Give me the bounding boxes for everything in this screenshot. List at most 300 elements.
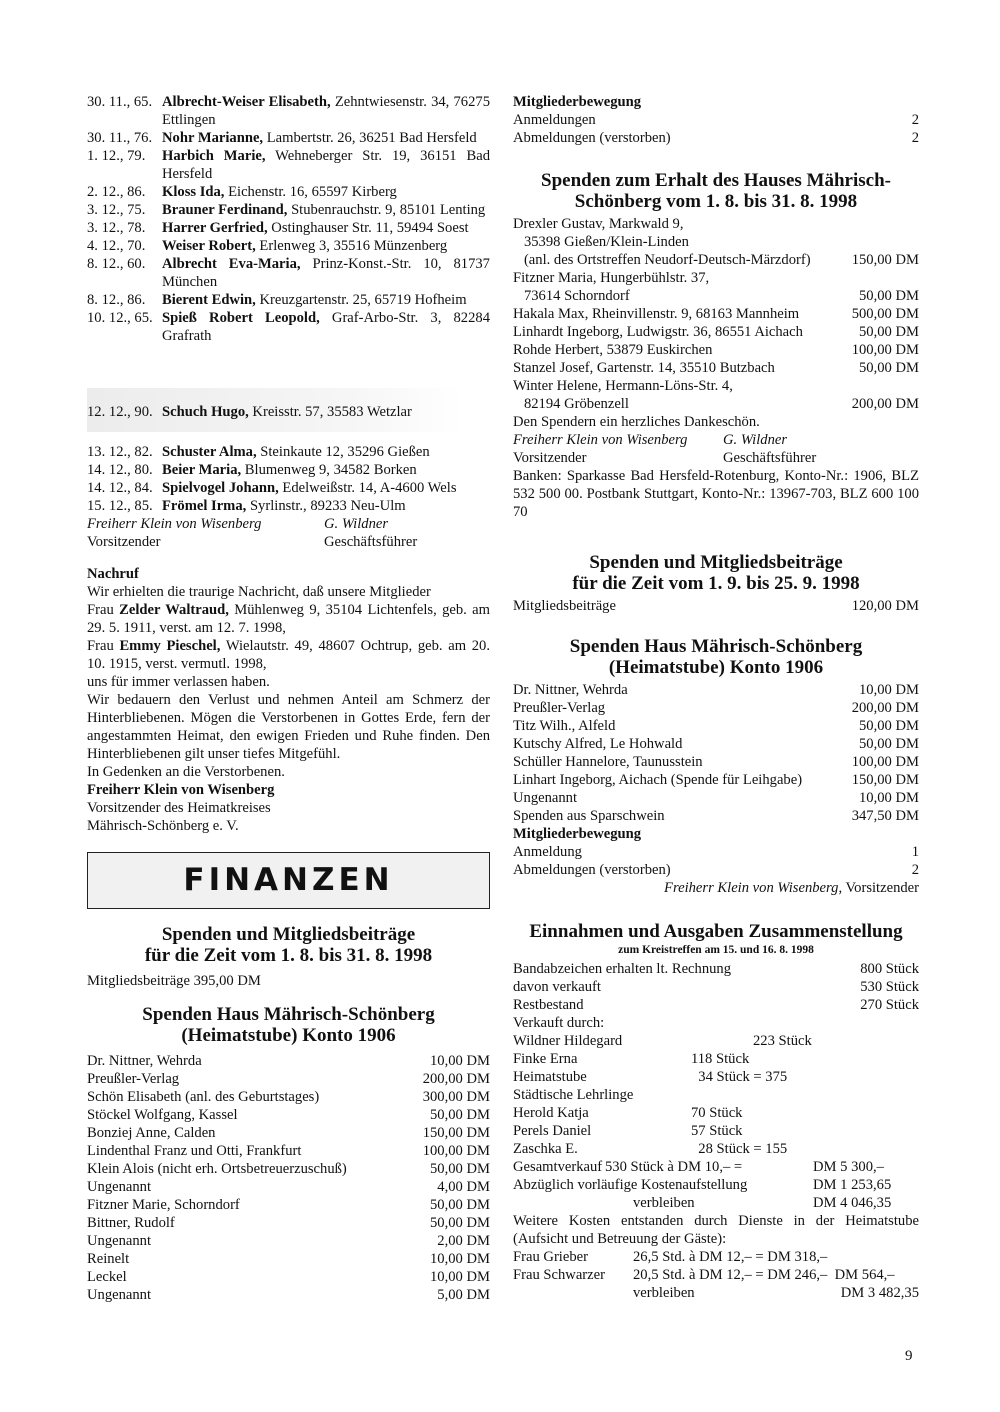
list-row [513,681,919,699]
row-amount: 150,00 DM [851,252,919,268]
row-amount: 10,00 DM [859,682,919,698]
row-amount: 347,50 DM [851,808,919,824]
row-label: Abmeldungen (verstorben) [513,130,671,146]
list-row [87,1250,490,1268]
calc-row [513,1158,919,1176]
obituary-intro: Wir erhielten die traurige Nachricht, daß unsere Mitglieder [87,584,431,600]
member-name: Albrecht-Weiser Elisabeth, [162,94,331,110]
badge-cell: Heimatstube [513,1069,587,1085]
list-row [87,1124,490,1142]
member-name: Frömel Irma, [162,498,247,514]
member-address: Kreisstr. 57, 35583 Wetzlar [248,404,412,420]
row-amount: 2,00 DM [437,1233,490,1249]
row-label: Dr. Nittner, Wehrda [87,1053,202,1069]
value: DM 3 482,35 [840,1285,919,1301]
obituary-text: Wir bedauern den Verlust und nehmen Anteil am Schmerz der Hinterbliebenen. Mögen die Verstorbenen in Gottes Erde, fern der angestammten Heimat, den ewigen Frieden und Ruhe finden. Den Hinterbliebenen gilt unser tiefes Mitgefühl. [87,692,490,762]
member-date: 12. 12., 90. [87,404,153,420]
calc-row [513,1194,919,1212]
movement-list [513,843,919,879]
row-amount: 1 [911,844,919,860]
member-name: Spieß Robert Leopold, [162,310,320,326]
list-row [513,789,919,807]
signer: Freiherr Klein von Wisenberg, [664,880,843,896]
row-amount: 50,00 DM [430,1107,490,1123]
member-address: Prinz-Konst.-Str. 10, 81737 München [162,256,490,290]
row-amount: 200,00 DM [851,396,919,412]
badge-cell: 530 Stück [860,979,919,995]
calc-cell: DM 5 300,– [813,1159,884,1175]
details: Mühlenweg 9, 35104 Lichtenfels, geb. am 29. 5. 1911, verst. am 12. 7. 1998, [87,602,490,636]
member-date: 15. 12., 85. [87,498,153,514]
sales-calculation [513,1158,919,1212]
member-row [87,497,490,515]
row-amount: 50,00 DM [430,1197,490,1213]
member-list-2 [87,443,490,515]
row-amount: 10,00 DM [430,1053,490,1069]
signature-block [513,431,919,449]
badge-row [513,1086,919,1104]
member-row [87,93,490,129]
row-label: Preußler-Verlag [513,700,606,716]
member-address: Stubenrauchstr. 9, 85101 Lenting [287,202,486,218]
cost-list [513,1248,919,1284]
badge-cell: 270 Stück [860,997,919,1013]
row-amount: 100,00 DM [422,1143,490,1159]
member-text [162,309,490,345]
september-donations [513,552,919,615]
obituary-org: Mährisch-Schönberg e. V. [87,818,239,834]
list-row [513,377,919,395]
obituary-title: Nachruf [87,566,139,582]
member-name: Harbich Marie, [162,148,266,164]
row-label: Linhardt Ingeborg, Ludwigstr. 36, 86551 Aichach [513,324,803,340]
member-birthdays-mid [87,403,490,421]
obituary-person-1 [87,601,490,637]
member-row [87,219,490,237]
label: verbleiben [633,1285,695,1301]
member-address: Eichenstr. 16, 65597 Kirberg [224,184,397,200]
calc-cell: DM 1 253,65 [813,1177,892,1193]
row-amount: 50,00 DM [859,360,919,376]
row-label: Anmeldungen [513,112,596,128]
member-date: 14. 12., 80. [87,462,153,478]
row-label: Kutschy Alfred, Le Hohwald [513,736,683,752]
member-text [162,461,490,479]
member-text [162,497,490,515]
member-text [162,183,490,201]
name: Emmy Pieschel, [119,638,221,654]
badge-cell: Städtische Lehrlinge [513,1087,634,1103]
member-row [87,291,490,309]
member-name: Beier Maria, [162,462,242,478]
badge-cell: 70 Stück [691,1105,743,1121]
row-label: 82194 Gröbenzell [513,396,629,412]
member-address: Kreuzgartenstr. 25, 65719 Hofheim [255,292,467,308]
row-label: Bittner, Rudolf [87,1215,175,1231]
member-date: 2. 12., 86. [87,184,146,200]
list-row [87,1232,490,1250]
list-row [87,1052,490,1070]
row-label: Dr. Nittner, Wehrda [513,682,628,698]
membership-fees: Mitgliedsbeiträge 395,00 DM [87,973,261,989]
chair-role: Vorsitzender [513,450,587,466]
badge-cell: Zaschka E. [513,1141,578,1157]
row-label: Ungenannt [87,1179,152,1195]
row-amount: 50,00 DM [430,1161,490,1177]
badge-table [513,960,919,1158]
member-birthdays-list [87,93,490,345]
row-amount: 100,00 DM [851,342,919,358]
cost-name: Frau Grieber [513,1249,588,1265]
list-row [513,699,919,717]
row-label: Titz Wilh., Alfeld [513,718,616,734]
member-name: Albrecht Eva-Maria, [162,256,301,272]
row-label: Schön Elisabeth (anl. des Geburtstages) [87,1089,320,1105]
thanks-text: Den Spendern ein herzliches Dankeschön. [513,414,760,430]
member-date: 3. 12., 78. [87,220,146,236]
row-label: Spenden aus Sparschwein [513,808,665,824]
list-row [513,129,919,147]
member-row [87,201,490,219]
row-label: Ungenannt [87,1287,152,1303]
member-text [162,129,490,147]
member-row [87,479,490,497]
role: Vorsitzender [842,880,919,896]
final-balance [513,1284,919,1302]
row-amount: 100,00 DM [851,754,919,770]
list-row [87,1178,490,1196]
section-banner-finanzen: FINANZEN [87,852,490,909]
obituary-text: uns für immer verlassen haben. [87,674,270,690]
signature-line [513,879,919,897]
row-amount: 150,00 DM [422,1125,490,1141]
list-row [87,1196,490,1214]
list-row [87,1142,490,1160]
member-date: 10. 12., 65. [87,310,153,326]
row-amount: 500,00 DM [851,306,919,322]
page-number: 9 [905,1348,913,1364]
member-text [162,147,490,183]
badge-row [513,978,919,996]
member-row [87,183,490,201]
row-label: Klein Alois (nicht erh. Ortsbetreuerzuschuß) [87,1161,347,1177]
row-amount: 200,00 DM [422,1071,490,1087]
member-address: Blumenweg 9, 34582 Borken [241,462,417,478]
signature-roles [513,449,919,467]
row-label: Schüller Hannelore, Taunusstein [513,754,703,770]
cost-row [513,1248,919,1266]
member-text [162,201,490,219]
member-text [162,443,490,461]
cost-row [513,1266,919,1284]
member-date: 1. 12., 79. [87,148,146,164]
badge-cell: 118 Stück [691,1051,750,1067]
badge-cell: 800 Stück [860,961,919,977]
calc-cell: DM 4 046,35 [813,1195,892,1211]
right-membership-movement [513,93,919,147]
row-amount: 10,00 DM [430,1269,490,1285]
badge-cell: 223 Stück [753,1033,812,1049]
chair-role: Vorsitzender [87,534,161,550]
badge-cell: Wildner Hildegard [513,1033,623,1049]
member-date: 3. 12., 75. [87,202,146,218]
badge-cell: 28 Stück = 155 [691,1141,788,1157]
calc-cell: verbleiben [633,1195,695,1211]
list-row [513,861,919,879]
member-address: Steinkaute 12, 35296 Gießen [256,444,430,460]
section-heading: (Heimatstube) Konto 1906 [181,1025,396,1046]
member-row [87,403,490,421]
row-label: Winter Helene, Hermann-Löns-Str. 4, [513,378,733,394]
badge-cell: 34 Stück = 375 [691,1069,788,1085]
row-label: Hakala Max, Rheinvillenstr. 9, 68163 Mannheim [513,306,800,322]
member-date: 8. 12., 86. [87,292,146,308]
section-subheading: zum Kreistreffen am 15. und 16. 8. 1998 [618,944,814,956]
calc-row [513,1176,919,1194]
list-row [513,341,919,359]
section-heading: Spenden und Mitgliedsbeiträge [589,552,843,573]
donation-list [513,215,919,413]
badge-row [513,1068,919,1086]
list-row [87,1070,490,1088]
badge-row [513,1140,919,1158]
calc-cell: Gesamtverkauf [513,1159,603,1175]
list-row [513,753,919,771]
section-heading: Einnahmen und Ausgaben Zusammenstellung [529,921,903,942]
member-text [162,219,490,237]
obituary [87,565,490,835]
member-date: 30. 11., 65. [87,94,153,110]
manager-name: G. Wildner [324,516,389,532]
row-amount: 50,00 DM [859,288,919,304]
left-finance [87,924,490,1304]
obituary-signature: Freiherr Klein von Wisenberg [87,782,275,798]
member-row [87,129,490,147]
section-heading: Spenden Haus Mährisch-Schönberg [142,1004,435,1025]
row-amount: 50,00 DM [859,736,919,752]
member-row [87,443,490,461]
member-name: Schuster Alma, [162,444,257,460]
badge-row [513,1104,919,1122]
prefix: Frau [87,638,120,654]
member-date: 30. 11., 76. [87,130,153,146]
badge-row [513,1050,919,1068]
badge-cell: Bandabzeichen erhalten lt. Rechnung [513,961,732,977]
bank-details: Banken: Sparkasse Bad Hersfeld-Rotenburg, Konto-Nr.: 1906, BLZ 532 500 00. Postbank Stuttgart, Konto-Nr.: 13967-703, BLZ 600 100 70 [513,468,919,520]
list-row [513,323,919,341]
list-row [513,251,919,269]
badge-row [513,960,919,978]
row-amount: 300,00 DM [422,1089,490,1105]
row-label: (anl. des Ortstreffen Neudorf-Deutsch-Märzdorf) [513,252,811,268]
badge-row [513,1014,919,1032]
row-amount: 200,00 DM [851,700,919,716]
row-label: Leckel [87,1269,127,1285]
row-label: Ungenannt [513,790,578,806]
row-label: Linhart Ingeborg, Aichach (Spende für Leihgabe) [513,772,803,788]
chair-name: Freiherr Klein von Wisenberg [513,432,688,448]
list-row [513,215,919,233]
section-heading: Spenden Haus Mährisch-Schönberg [569,636,863,657]
name: Zelder Waltraud, [119,602,229,618]
member-address: Wehneberger Str. 19, 36151 Bad Hersfeld [162,148,490,182]
member-name: Kloss Ida, [162,184,225,200]
manager-role: Geschäftsführer [723,450,817,466]
row-amount: 50,00 DM [859,324,919,340]
row-label: Fitzner Maria, Hungerbühlstr. 37, [513,270,710,286]
income-expenses [513,921,919,1302]
member-birthdays-list-2 [87,443,490,551]
row-amount: 50,00 DM [859,718,919,734]
row-label: Stöckel Wolfgang, Kassel [87,1107,238,1123]
list-row [87,1286,490,1304]
member-date: 4. 12., 70. [87,238,146,254]
list-row [513,735,919,753]
additional-costs-text: Weitere Kosten entstanden durch Dienste in der Heimatstube (Aufsicht und Betreuung der Gäste): [513,1213,919,1247]
member-date: 14. 12., 84. [87,480,153,496]
member-name: Nohr Marianne, [162,130,264,146]
member-address: Syrlinstr., 89233 Neu-Ulm [246,498,406,514]
row-label: Anmeldung [513,844,582,860]
member-name: Brauner Ferdinand, [162,202,288,218]
member-text [162,479,490,497]
list-row [513,305,919,323]
member-address: Erlenweg 3, 35516 Münzenberg [255,238,448,254]
right-house-donations [513,636,919,897]
section-heading: für die Zeit vom 1. 9. bis 25. 9. 1998 [572,573,860,594]
manager-role: Geschäftsführer [324,534,418,550]
section-heading: (Heimatstube) Konto 1906 [608,657,824,678]
list-row [513,843,919,861]
row-label: Bonziej Anne, Calden [87,1125,216,1141]
member-address: Ostinghauser Str. 11, 59494 Soest [267,220,469,236]
member-text [162,255,490,291]
row-label: Preußler-Verlag [87,1071,180,1087]
section-heading: Spenden zum Erhalt des Hauses Mährisch- [541,170,891,191]
calc-cell: 530 Stück à DM 10,– = [605,1159,743,1175]
member-row [87,309,490,345]
row-label: 35398 Gießen/Klein-Linden [513,234,689,250]
member-name: Spielvogel Johann, [162,480,279,496]
row-amount: 4,00 DM [437,1179,490,1195]
badge-cell: 57 Stück [691,1123,743,1139]
row-amount: 2 [911,862,919,878]
list-row [513,287,919,305]
member-text [162,291,490,309]
member-address: Zehntwiesenstr. 34, 76275 Ettlingen [162,94,490,128]
donation-list [513,681,919,825]
movement-list [513,111,919,147]
row-label: Rohde Herbert, 53879 Euskirchen [513,342,713,358]
list-row [87,1106,490,1124]
member-address: Edelweißstr. 14, A-4600 Wels [278,480,457,496]
prefix: Frau [87,602,120,618]
cost-calc: 26,5 Std. à DM 12,– = DM 318,– [633,1249,828,1265]
member-name: Weiser Robert, [162,238,256,254]
member-row [87,147,490,183]
member-date: 8. 12., 60. [87,256,146,272]
list-row [87,1268,490,1286]
section-heading: für die Zeit vom 1. 8. bis 31. 8. 1998 [144,945,433,966]
list-row [513,111,919,129]
chair-name: Freiherr Klein von Wisenberg [87,516,262,532]
member-address: Lambertstr. 26, 36251 Bad Hersfeld [263,130,477,146]
membership-fees [513,597,919,615]
badge-cell: Perels Daniel [513,1123,592,1139]
member-row [87,237,490,255]
row-label: Ungenannt [87,1233,152,1249]
row-label: Lindenthal Franz und Otti, Frankfurt [87,1143,302,1159]
obituary-person-2 [87,637,490,673]
row-label: Fitzner Marie, Schorndorf [87,1197,240,1213]
member-text [162,403,490,421]
row-label: Stanzel Josef, Gartenstr. 14, 35510 Butzbach [513,360,775,376]
member-address: Graf-Arbo-Str. 3, 82284 Grafrath [162,310,490,344]
member-row [87,461,490,479]
badge-row [513,1032,919,1050]
row-label: Reinelt [87,1251,130,1267]
donation-list [87,1052,490,1304]
member-text [162,237,490,255]
row-amount: 5,00 DM [437,1287,490,1303]
obituary-role: Vorsitzender des Heimatkreises [87,800,271,816]
calc-cell: Abzüglich vorläufige Kostenaufstellung [513,1177,748,1193]
list-row [513,717,919,735]
row-amount: 2 [911,130,919,146]
member-row [87,255,490,291]
badge-row [513,996,919,1014]
row-label: Abmeldungen (verstorben) [513,862,671,878]
badge-cell: Verkauft durch: [513,1015,605,1031]
signature-roles [87,533,490,551]
member-date: 13. 12., 82. [87,444,153,460]
badge-cell: Herold Katja [513,1105,589,1121]
list-row [513,771,919,789]
member-name: Harrer Gerfried, [162,220,268,236]
obituary-text: In Gedenken an die Verstorbenen. [87,764,285,780]
value: 120,00 DM [851,598,919,614]
row-label: Drexler Gustav, Markwald 9, [513,216,684,232]
row-amount: 10,00 DM [430,1251,490,1267]
row-amount: 50,00 DM [430,1215,490,1231]
list-row [513,395,919,413]
badge-row [513,1122,919,1140]
details: Wielautstr. 49, 48607 Ochtrup, geb. am 20. 10. 1915, verst. vermutl. 1998, [87,638,490,672]
cost-name: Frau Schwarzer [513,1267,605,1283]
list-row [513,269,919,287]
row-label: 73614 Schorndorf [513,288,630,304]
label: Mitgliedsbeiträge [513,598,616,614]
badge-cell: Finke Erna [513,1051,578,1067]
row-amount: 10,00 DM [859,790,919,806]
row-amount: 2 [911,112,919,128]
member-text [162,93,490,129]
list-row [513,359,919,377]
badge-cell: davon verkauft [513,979,601,995]
subheading: Mitgliederbewegung [513,94,642,110]
member-name: Schuch Hugo, [162,404,249,420]
cost-calc: 20,5 Std. à DM 12,– = DM 246,– DM 564,– [633,1267,895,1283]
list-row [87,1160,490,1178]
section-heading: Spenden und Mitgliedsbeiträge [161,924,416,945]
list-row [513,807,919,825]
manager-name: G. Wildner [723,432,788,448]
list-row [513,233,919,251]
house-donations [513,170,919,521]
badge-cell: Restbestand [513,997,584,1013]
section-heading: Schönberg vom 1. 8. bis 31. 8. 1998 [574,191,858,212]
list-row [87,1214,490,1232]
